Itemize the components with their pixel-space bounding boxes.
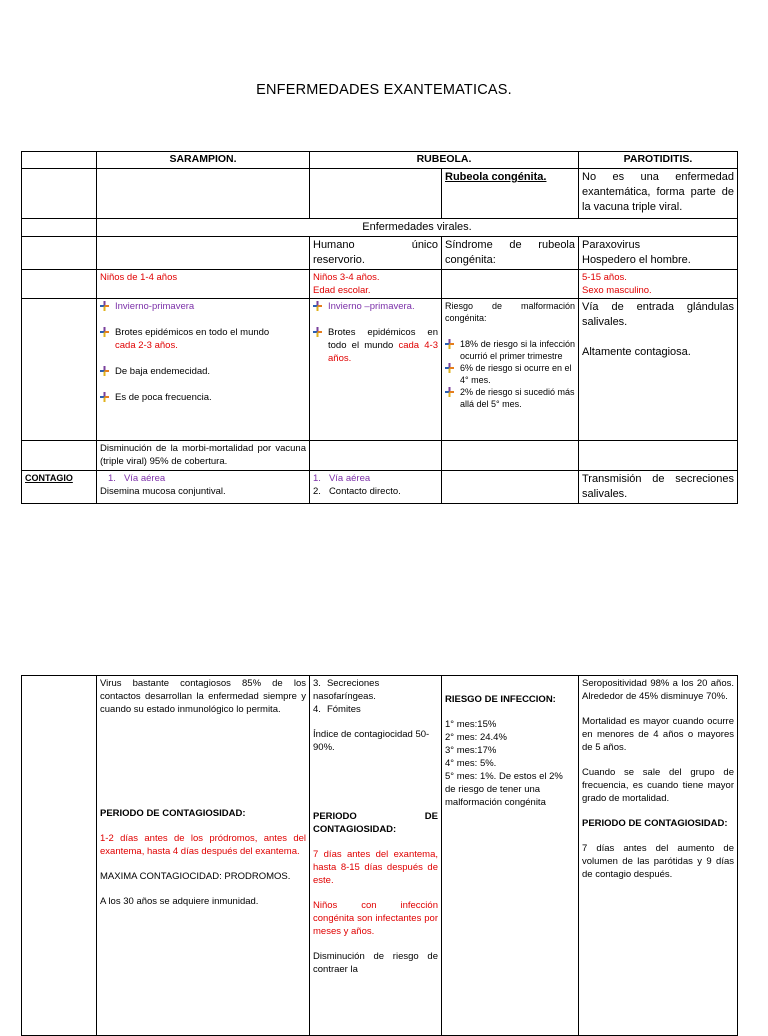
parotiditis-contagio: Transmisión de secreciones salivales. bbox=[579, 471, 738, 504]
sarampion-age: Niños de 1-4 años bbox=[97, 270, 310, 299]
parotiditis-age: 5-15 años. Sexo masculino. bbox=[579, 270, 738, 299]
table-row bbox=[22, 237, 738, 270]
bullet-icon bbox=[313, 327, 322, 337]
diseases-table bbox=[21, 151, 738, 504]
sindrome-rubeola: Síndrome de rubeola congénita: bbox=[442, 237, 579, 270]
riesgo-infeccion: RIESGO DE INFECCION: 1° mes:15% 2° mes: 24.4% 3° mes:17% 4° mes: 5%. 5° mes: 1%. De estos el 2% de riesgo de tener una malformación congénita bbox=[442, 676, 579, 1036]
sarampion-contagiosidad: Virus bastante contagiosos 85% de los contactos desarrollan la enfermedad siempre y cuando su estado inmunológico lo permita. PERIODO DE CONTAGIOSIDAD: 1-2 días antes de los pródromos, antes del exantema, hasta 4 días después del exantema. MAXIMA CONTAGIOCIDAD: PRODROMOS. A los 30 años se adquiere inmunidad. bbox=[97, 676, 310, 1036]
parotiditis-contagiosidad: Seropositividad 98% a los 20 años. Alrededor de 45% disminuye 70%. Mortalidad es mayor cuando ocurre en menores de 4 años o mayores de 5 años. Cuando se sale del grupo de frecuencia, es cuando tiene mayor grado de mortalidad. PERIODO DE CONTAGIOSIDAD: 7 días antes del aumento de volumen de las parótidas y 9 días de contagio después. bbox=[579, 676, 738, 1036]
congenita-risk: Riesgo de malformación congénita: 18% de riesgo si la infección ocurrió el primer trimestre 6% de riesgo si ocurre en el 4° mes. 2% de riesgo si sucedió más allá del 5° mes. bbox=[442, 299, 579, 441]
table-row bbox=[22, 219, 738, 237]
header-row bbox=[22, 152, 738, 169]
contagio-row bbox=[22, 471, 738, 504]
rubeola-congenita-heading: Rubeola congénita. bbox=[442, 169, 579, 219]
rubeola-epidemiology: Invierno –primavera. Brotes epidémicos en todo el mundo cada 4-3 años. bbox=[310, 299, 442, 441]
bullet-icon bbox=[445, 339, 454, 349]
table-row bbox=[22, 676, 738, 1036]
table-row bbox=[22, 441, 738, 471]
sarampion-vacuna: Disminución de la morbi-mortalidad por vacuna (triple viral) 95% de cobertura. bbox=[97, 441, 310, 471]
diseases-table-continued bbox=[21, 675, 738, 1036]
parotiditis-transmission: Vía de entrada glándulas salivales. Altamente contagiosa. bbox=[579, 299, 738, 441]
bullet-icon bbox=[445, 387, 454, 397]
table-row bbox=[22, 169, 738, 219]
bullet-icon bbox=[100, 366, 109, 376]
bullet-icon bbox=[100, 327, 109, 337]
rubeola-contagio: 1. Vía aérea 2. Contacto directo. bbox=[310, 471, 442, 504]
rubeola-age: Niños 3-4 años. Edad escolar. bbox=[310, 270, 442, 299]
virales-label: Enfermedades virales. bbox=[97, 219, 738, 237]
header-rubeola: RUBEOLA. bbox=[310, 152, 579, 169]
rubeola-reservorio: Humano único reservorio. bbox=[310, 237, 442, 270]
bullet-icon bbox=[445, 363, 454, 373]
bullet-icon bbox=[100, 301, 109, 311]
table-row bbox=[22, 270, 738, 299]
sarampion-contagio: 1. Vía aérea Disemina mucosa conjuntival. bbox=[97, 471, 310, 504]
empty-cell bbox=[22, 152, 97, 169]
parotiditis-virus: Paraxovirus Hospedero el hombre. bbox=[579, 237, 738, 270]
bullet-icon bbox=[313, 301, 322, 311]
header-parotiditis: PAROTIDITIS. bbox=[579, 152, 738, 169]
contagio-label: CONTAGIO bbox=[22, 471, 97, 504]
table-row bbox=[22, 299, 738, 441]
sarampion-epidemiology: Invierno-primavera Brotes epidémicos en todo el mundo cada 2-3 años. De baja endemecidad. Es de poca frecuencia. bbox=[97, 299, 310, 441]
header-sarampion: SARAMPION. bbox=[97, 152, 310, 169]
parotiditis-note: No es una enfermedad exantemática, forma parte de la vacuna triple viral. bbox=[579, 169, 738, 219]
page-title: ENFERMEDADES EXANTEMATICAS. bbox=[256, 82, 512, 98]
rubeola-contagiosidad: 3. Secreciones nasofaríngeas. 4. Fómites Índice de contagiocidad 50-90%. PERIODO DE CONTAGIOSIDAD: 7 días antes del exantema, hasta 8-15 días después de este. Niños con infección congénita son infectantes por meses y años. Disminución de riesgo de contraer la bbox=[310, 676, 442, 1036]
bullet-icon bbox=[100, 392, 109, 402]
